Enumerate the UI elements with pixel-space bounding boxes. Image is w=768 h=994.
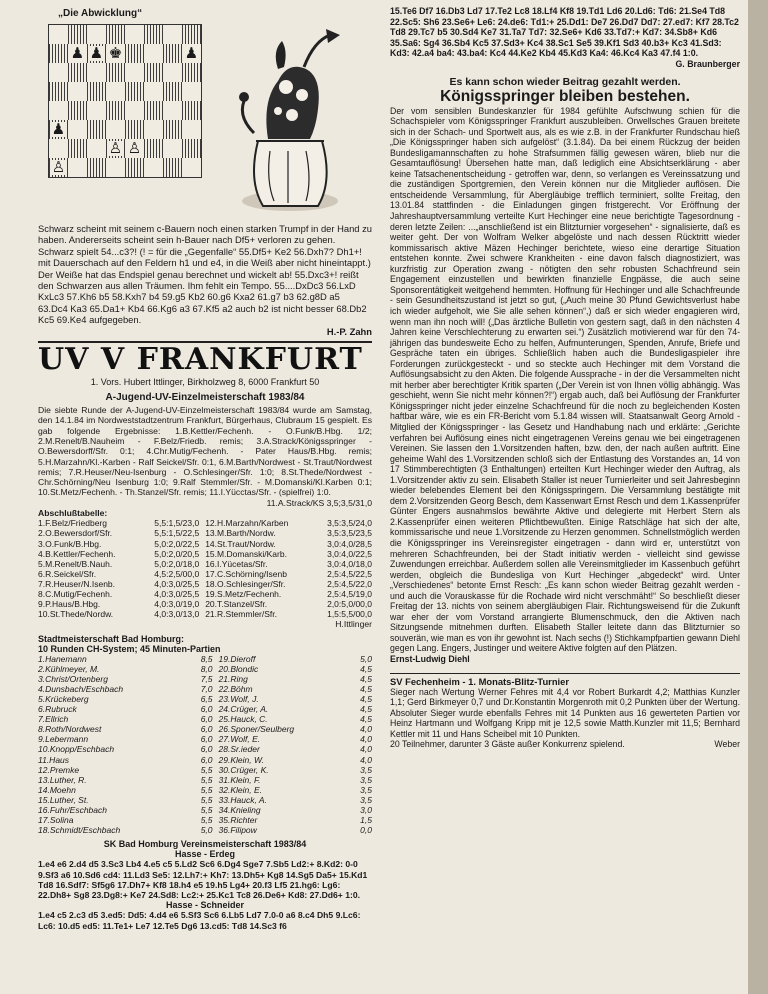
table-cell: 5,5:1,5/23,0 (154, 518, 200, 529)
board-square (87, 82, 106, 101)
table-cell: 5.M.Renelt/B.Nauh. (38, 558, 113, 569)
table-row (38, 704, 372, 714)
table-cell: 15.Luther, St. (38, 794, 89, 805)
board-square (163, 82, 182, 101)
table-cell: 20.T.Stanzel/Sfr. (205, 599, 268, 610)
board-square (49, 63, 68, 82)
board-square (182, 120, 201, 139)
right-column (390, 6, 740, 750)
table-cell: 19.Dieroff (218, 653, 256, 664)
table-cell: 6.R.Seickel/Sfr. (38, 568, 97, 579)
table-row (38, 744, 372, 754)
chess-piece: ♟ (51, 120, 66, 138)
board-square (68, 139, 87, 158)
table-cell: 7.Ellrich (38, 714, 69, 725)
table-cell: 5,0:2,0/20,5 (154, 548, 200, 559)
board-square (163, 158, 182, 177)
game-notation-1: 1.e4 e6 2.d4 d5 3.Sc3 Lb4 4.e5 c5 5.Ld2 Sc6 6.Dg4 Sge7 7.Sb5 Ld2:+ 8.Kd2: 0-0 9.Sf3 a6 10.Sd6 cd4: 11.Ld3 Se5: 12.Lh7:+ Kh7: 13.Dh5+ Kg8 14.Sg5 Da5+ 15.Kd1 Td8 16.Sdf7: Sf5g6 17.Dh7+ Kf8 18.h4 e5 19.h5 Lg4+ 20.f3 Lf5 21.hg6: Lg6: 22.Dh8+ Sg8 23.Dg8:+ Ke7 24.Sd8: Lc2:+ 25.Kc1 Tc8 26.De6+ Kd8: 27.Dd6+ 1:0. (38, 859, 368, 901)
section-title-jugend: A-Jugend-UV-Einzelmeisterschaft 1983/84 (105, 392, 305, 404)
uv-title: UV V FRANKFURT (38, 342, 363, 378)
table-row (38, 714, 372, 724)
table-cell: 2.Kühlmeyer, M. (38, 663, 100, 674)
table-cell: 3,5:3,5/23,5 (327, 528, 372, 539)
board-square (68, 120, 87, 139)
board-square (68, 158, 87, 177)
board-square (68, 25, 87, 44)
board-square (87, 63, 106, 82)
board-square (163, 120, 182, 139)
standings-table-bad-homburg (38, 654, 372, 836)
board-square (125, 82, 144, 101)
table-cell: 32.Klein, E. (218, 784, 263, 795)
table-cell: 17.Solina (38, 815, 74, 826)
board-square (144, 25, 163, 44)
table-cell: 9.P.Haus/B.Hbg. (38, 599, 101, 610)
table-row (38, 559, 372, 569)
table-cell: 3,0:4,0/18,0 (327, 558, 372, 569)
table-cell: 9.Lebermann (38, 734, 89, 745)
board-square (49, 82, 68, 101)
table-cell: 25.Hauck, C. (218, 714, 268, 725)
table-cell: 3.O.Funk/B.Hbg. (38, 538, 102, 549)
table-cell: 7.R.Heuser/N.Isenb. (38, 578, 116, 589)
article-headline: Königsspringer bleiben bestehen. (440, 87, 690, 105)
table-cell: 6,0 (200, 734, 213, 745)
table-cell: 6,5 (200, 693, 213, 704)
table-cell: 7,5 (200, 673, 213, 684)
section-title-stadtmeisterschaft: Stadtmeisterschaft Bad Homburg: (38, 633, 185, 644)
table-row (38, 815, 372, 825)
table-cell: 23.Wolf, J. (218, 693, 259, 704)
table-cell: 21.Ring (218, 673, 248, 684)
table-row (38, 654, 372, 664)
table-cell: 5,5 (200, 804, 213, 815)
analysis-paragraph-1: Schwarz scheint mit seinem c-Bauern noch einen starken Trumpf in der Hand zu haben. Andererseits scheint sein h-Bauer nach Df5+ verloren zu gehen. Schwarz spielt 54...c3?! (! = für die „Gegenfalle“ 55.Df5+ Ke2 56.Dxh7? Dh1+! mit Dauerschach auf den Feldern h1 und e4, in die Weiß aber nicht hineintappt.) (38, 223, 373, 269)
board-square (68, 44, 87, 63)
table-cell: 4,5 (360, 673, 372, 684)
bye-line: 11.A.Strack/KS 3,5;3,5/31,0 (266, 497, 372, 508)
table-cell: 6,0 (200, 704, 213, 715)
board-square (125, 44, 144, 63)
figure-title: „Die Abwicklung“ (58, 8, 143, 19)
table-cell: 5,5 (200, 815, 213, 826)
board-square (125, 101, 144, 120)
table-cell: 3.Christ/Ortenberg (38, 673, 108, 684)
table-cell: 4,0 (360, 754, 372, 765)
table-cell: 20.Blondic (218, 663, 259, 674)
table-cell: 10.St.Thede/Nordw. (38, 609, 114, 620)
table-cell: 4,0 (360, 734, 372, 745)
table-cell: 4.Dunsbach/Eschbach (38, 683, 124, 694)
article-body: Der vom sensiblen Bundeskanzler für 1984 gefühlte Aufschwung schien für die Schachspieler vom Königsspringer Frankfurt auszubleiben. Orwellsches Grauen breitete sich in der Schach- und Sportwelt aus, als es wie z.B. in der Frankfurter Rundschau hieß „Die Königsspringer haben sich aufgelöst“ (3.1.84). Da bei einem Rückzug der beiden Bundesligamannschaften zu hohe Strafsummen fällig gewesen wären, blieb nur die Gesamtauflösung! Übersehen hatte man, daß lediglich eine Absichtserklärung - aber keine Tatsachenentscheidung - getroffen war, denn, so verlangen es Vereinssatzung und die zuständigen Sportgremien, den Verein können nur die Mitglieder auflösen. Die entscheidende Versammlung, für Abergläubige trefflich terminiert, sollte Freitag, den 13.01.84 stattfinden - die Einladungen gingen fristgerecht. Vor Eröffnung der Jahreshauptversammlung verteilte Kurt Hechinger eine neue berichtigte Tagesordnung - deren letzte Zeilen: ...„anschließend ist ein Blitzturnier vorgesehen“ - signalisierte, daß es weiter geht. Der von Wolfram Welker abgelöste und nach dessen Rücktritt wieder kommissarisch aktive Mäzen Hechinger berichtete, wieso eine derartige Situation entstehen konnte. Zwei schwere Krankheiten - eine davon falsch diagnostiziert, was kurzfristig zur Operation zwang - nötigten den sehr robusten Schachfreund sein Engagement einzustellen und bewirkten finanzielle Engpässe, die auch seine Sponsorentätigkeit weitgehend hemmten. Hoffnung für Hechinger und alle Schachfreunde - sein Gesundheitszustand ist jetzt so gut, („Auch meine 30 Pfund Gewichtsverlust habe ich wieder aufgeholt, wie Sie alle sehen können“,) daß er sich wieder engagieren wird, wenn man ihn noch will! („Das ärztliche Bulletin von gestern sagt, daß in den nächsten 4 Jahren keine Verschlechterung zu erwarten sei.“) Zusätzlich motivierend war für den 74-jährigen das bundesweite Echo zu helfen, Aufmunterungen, Spenden, Anrufe, Briefe und Gespräche taten ein übriges. Schließlich haben auch die Bundesligaspieler ihre Forderungen zurückgesteckt - und so steckte auch Hechinger mit dem Vorstand die Auflösungsabsicht zu den Akten. Die folgende Aussprache - in der die Versammelten nicht mit herber aber berechtigter Kritik sparten („Der Verein ist von Ihnen völlig abhängig. Was geschieht, wenn Sie nicht mehr können?!“) ergab auch, daß bei Auflösung der Frankfurter Königsspringer nicht jeder einzelne Schachfreund für die noch zu begleichenden Kosten haftbar wäre, wie es ein FR-Bericht vom 5.1.84 wissen will. Staatsanwalt Georg Arnold - Mitglied der Königsspringer - las Gesetz und Handhabung nach und erklärte: „Gerichte verfahren bei Auflösung eines nicht eingetragenen Vereins genau wie bei eingetragenen Vereinen. Sie lassen den 1.Vorsitzenden haften, bzw. den, der nach außen auftritt. Eine geheime Wahl des 1.Vorsitzenden schloß sich der Entlastung des Vorstandes an, 14 von 17 Stimmberechtigten (3 Enthaltungen) erteilten Kurt Hechinger wieder den Auftrag, als 1.Vorsitzender aktiv zu sein. Elisabeth Staller ist neuer Turnierleiter und seit Jahresbeginn wieder belebendes Element bei den Königsspringern. Die Versammlung bestätigte mit dem 2.Vorsitzenden Georg Besch, dem Kassenwart Ernst Resch und dem 1.Kassenprüfer Günter Engers ausnahmslos bewährte Aktive und delegierte mit Herbert Stern als 2.Kassenprüfer einen weiteren Pflichtbewußten. Einige Ratschläge hat sich der alte, kommissarische und neue 1.Vorsitzende zu Herzen genommen. Schnellstmöglich werden die Königsspringer ins Vereinsregister eingetragen - dann wird er, unterstützt von mehreren Schachfreunden, bei der Stadt initiativ werden - vielleicht sind gewisse Zuwendungen erreichbar. Außerdem sollen alle Vereinsmitglieder im Kassenbuch geführt werden, obgleich die Bundesliga von Kurt Hechinger „abgedeckt“ wird. Unter „Verschiedenes“ betonte Ernst Resch: „Es kann schon wieder Beitrag gezahlt werden - und auch die Vorauskasse für die Rochade wird nicht verschmäht!“ So beschließt dieser Freitag der 13. nichts von seinem abergläubigen Flair. Richtungsweisend für die Zukunft war eher der vom Vorstand arrangierte Blumenschmuck, den die Aktiven nach Sitzungsende mitnehmen durften. Elisabeth Staller leitete dann das Blitzturnier so souverän, wie man es von ihr gewohnt ist. Nach sechs (!) Stichkampfpartien gewann Diehl gegen Lang. Engers, Justinger und weitere Aktive folgten auf den Plätzen. (390, 105, 740, 654)
game-notation-2: 1.e4 c5 2.c3 d5 3.ed5: Dd5: 4.d4 e6 5.Sf3 Sc6 6.Lb5 Ld7 7.0-0 a6 8.c4 Dh5 9.Lc6: Lc6: 10.d5 ed5: 11.Te1+ Le7 12.Te5 Dg6 13.cd5: Td8 14.Sc3 f6 (38, 910, 361, 931)
chess-piece: ♙ (108, 139, 123, 157)
table-cell: 27.Wolf, E. (218, 734, 261, 745)
table-row (38, 528, 372, 538)
uv-banner (38, 341, 372, 387)
board-square (163, 25, 182, 44)
table-cell: 24.Crüger, A. (218, 704, 269, 715)
table-cell: 17.C.Schörning/Isenb (205, 568, 287, 579)
table-row (38, 518, 372, 528)
table-cell: 29.Klein, W. (218, 754, 265, 765)
table-cell: 36.Filipow (218, 825, 257, 836)
board-square (144, 158, 163, 177)
board-square (49, 158, 68, 177)
table-cell: 4,5 (360, 714, 372, 725)
table-cell: 4,0:3,0/25,5 (154, 588, 200, 599)
board-square (144, 139, 163, 158)
table-cell: 12.Premke (38, 764, 80, 775)
table-cell: 2,0:5,0/00,0 (327, 599, 372, 610)
cartoon-illustration (218, 21, 358, 221)
table-cell: 3,5 (360, 764, 372, 775)
chess-piece: ♟ (70, 44, 85, 62)
table-cell: 10.Knopp/Eschbach (38, 744, 115, 755)
table-cell: 5,5:1,5/22,5 (154, 528, 200, 539)
table-row (38, 549, 372, 559)
table-row (38, 589, 372, 599)
table-cell: 22.Böhm (218, 683, 253, 694)
table-row (38, 674, 372, 684)
divider (390, 673, 740, 674)
table-cell: 16.Fuhr/Eschbach (38, 804, 107, 815)
board-square (144, 101, 163, 120)
table-cell: 14.Moehn (38, 784, 76, 795)
table-row (38, 724, 372, 734)
table-cell: 6.Rubruck (38, 704, 77, 715)
board-square (106, 139, 125, 158)
table-cell: 6,0 (200, 754, 213, 765)
table-cell: 3,5:3,5/24,0 (327, 518, 372, 529)
page-edge-strip (748, 0, 768, 994)
board-square (49, 120, 68, 139)
table-cell: 4,0:3,0/25,5 (154, 578, 200, 589)
table-row (38, 579, 372, 589)
board-square (106, 101, 125, 120)
table-cell: 1,5 (360, 815, 372, 826)
table-cell: 6,0 (200, 724, 213, 735)
board-square (144, 63, 163, 82)
table-row (38, 734, 372, 744)
table-cell: 11.Haus (38, 754, 70, 765)
table-cell: 34.Knieling (218, 804, 261, 815)
game-header-1: Hasse - Erdeg (174, 849, 236, 860)
board-square (68, 82, 87, 101)
table-row (38, 539, 372, 549)
section-title-vereinsmeisterschaft: SK Bad Homburg Vereinsmeisterschaft 1983/84 (103, 839, 307, 850)
board-square (163, 63, 182, 82)
table-cell: 5,5 (200, 784, 213, 795)
signature-diehl: Ernst-Ludwig Diehl (390, 654, 470, 664)
table-cell: 3,5 (360, 774, 372, 785)
board-square (125, 120, 144, 139)
board-square (87, 25, 106, 44)
board-square (106, 44, 125, 63)
board-square (182, 63, 201, 82)
table-row (38, 795, 372, 805)
table-cell: 2.O.Bewersdorf/Sfr. (38, 528, 113, 539)
table-cell: 31.Klein, F. (218, 774, 261, 785)
table-row (38, 775, 372, 785)
table-cell: 13.Luther, R. (38, 774, 87, 785)
table-cell: 8,5 (200, 653, 213, 664)
table-caption: Abschlußtabelle: (38, 508, 108, 519)
table-cell: 8,0 (200, 663, 213, 674)
table-row (38, 785, 372, 795)
table-cell: 2,5:4,5/22,0 (327, 578, 372, 589)
table-cell: 5,5 (200, 774, 213, 785)
table-cell: 3,5 (360, 784, 372, 795)
table-cell: 5,0 (200, 825, 213, 836)
board-square (106, 158, 125, 177)
table-cell: 4,0:3,0/19,0 (154, 599, 200, 610)
table-cell: 4,5 (360, 683, 372, 694)
chess-piece: ♚ (108, 44, 123, 62)
article-kicker: Es kann schon wieder Beitrag gezahlt werden. (449, 75, 681, 88)
table-cell: 16.I.Yücetas/Sfr. (205, 558, 268, 569)
table-cell: 4,0 (360, 724, 372, 735)
table-cell: 4,5 (360, 693, 372, 704)
table-cell: 35.Richter (218, 815, 258, 826)
table-cell: 21.R.Stemmler/Sfr. (205, 609, 278, 620)
table-cell: 2,5:4,5/19,0 (327, 588, 372, 599)
chess-piece: ♟ (184, 44, 199, 62)
board-square (49, 101, 68, 120)
section-title-fechenheim: SV Fechenheim - 1. Monats-Blitz-Turnier (390, 675, 570, 687)
table-cell: 13.M.Barth/Nordw. (205, 528, 276, 539)
table-cell: 3,0:4,0/22,5 (327, 548, 372, 559)
board-square (106, 63, 125, 82)
left-column (38, 8, 372, 931)
table-cell: 15.M.Domanski/Karb. (205, 548, 287, 559)
table-cell: 4,0 (360, 744, 372, 755)
standings-table-jugend (38, 518, 372, 619)
table-row (38, 684, 372, 694)
table-cell: 19.S.Metz/Fechenh. (205, 588, 282, 599)
table-cell: 18.O.Schlesinger/Sfr. (205, 578, 286, 589)
table-cell: 4,5:2,5/00,0 (154, 568, 200, 579)
board-square (87, 101, 106, 120)
board-square (182, 139, 201, 158)
participants-line (390, 739, 740, 750)
table-cell: 5,0 (360, 653, 372, 664)
board-square (106, 25, 125, 44)
board-square (125, 25, 144, 44)
table-cell: 26.Sponer/Seulberg (218, 724, 295, 735)
board-square (182, 44, 201, 63)
board-square (87, 158, 106, 177)
table-cell: 28.Sr.ieder (218, 744, 260, 755)
table-cell: 18.Schmidt/Eschbach (38, 825, 121, 836)
uv-subtitle: 1. Vors. Hubert Ittlinger, Birkholzweg 8, 6000 Frankfurt 50 (90, 377, 320, 388)
board-square (182, 82, 201, 101)
chess-piece: ♟ (89, 44, 104, 62)
table-row (38, 694, 372, 704)
chess-board (48, 24, 202, 178)
table-cell: 3,5 (360, 794, 372, 805)
table-cell: 1.Hanemann (38, 653, 87, 664)
table-cell: 1.F.Belz/Friedberg (38, 518, 107, 529)
table-cell: 14.St.Traut/Nordw. (205, 538, 276, 549)
board-square (125, 158, 144, 177)
signature-weber: Weber (714, 739, 740, 750)
table-cell: 6,0 (200, 714, 213, 725)
board-square (49, 25, 68, 44)
chess-piece: ♙ (51, 158, 66, 176)
table-cell: 4,5 (360, 663, 372, 674)
board-square (163, 101, 182, 120)
table-cell: 7,0 (200, 683, 213, 694)
figure-area (38, 21, 372, 223)
board-square (68, 101, 87, 120)
chess-piece: ♙ (127, 139, 142, 157)
section-text-fechenheim: Sieger nach Wertung Werner Fehres mit 4,4 vor Robert Burkardt 4,2; Matthias Kunzler 1,1; Gerd Birkmeyer 0,7 und Dr.Konstantin Morgenroth mit 0,2 Punkten über der Wertung. Absoluter Sieger wurde ebenfalls Fehres mit 14 Punkten aus 16 gewerteten Partien vor Heinz Hartmann und Wolfgang Kripp mit je 12,5 sowie Matth.Kunzler mit 11,5; Bernhard Kettler mit 11 und Hans Scheibel mit 10 Punkten. (390, 686, 740, 739)
table-row (38, 664, 372, 674)
participants-text: 20 Teilnehmer, darunter 3 Gäste außer Konkurrenz spielend. (390, 739, 625, 750)
board-square (182, 101, 201, 120)
table-row (38, 805, 372, 815)
analysis-paragraph-2: Der Weiße hat das Endspiel genau berechnet und wickelt ab! 55.Dxc3+! reißt den Schwarzen aus allen Träumen. Ihm fehlt ein Tempo. 55....DxDc3 56.LxD KxLc3 57.Kh6 b5 58.Kxh7 b4 59.g5 Kb2 60.g6 Kxa2 61.g7 b3 62.g8D a5 63.Dc4 Ka3 65.Da1+ Kb4 66.Kg6 a3 67.Kf5 a2 auch b2 ist nicht besser 68.Db2 Kc5 69.Ke4 aufgegeben. (38, 268, 367, 326)
table-cell: 30.Crüger, K. (218, 764, 269, 775)
table-cell: 4.B.Kettler/Fechenh. (38, 548, 116, 559)
section-text-jugend: Die siebte Runde der A-Jugend-UV-Einzelmeisterschaft 1983/84 wurde am Samstag, den 14.1.84 im Nordweststadtzentrum Frankfurt, Bürgerhaus, Clubraum 15 gespielt. Es gab folgende Ergebnisse: 1.B.Kettler/Fechenh. - O.Funk/B.Hbg. 1/2; 2.M.Renelt/B.Nauheim - F.Belz/Friedb. remis; 3.A.Strack/Königsspringer - O.Bewersdorff/Sfr. 0:1; 4.Chr.Mutig/Fechenh. - Pater Haus/B.Hbg. remis; 5.H.Marzahn/Kl.-Karben - Ralf Seickel/Sfr. 0:1, 6.M.Barth/Nordwest - St.Traut/Nordwest remis; 7.R.Heuser/Neu-Isenburg - O.Schlesinger/Sfr. 1:0; 8.St.Thede/Nordwest - Chr.Schörning/Neu Isenburg 1:0; 9.Ralf Stemmler/Sfr. - M.Domanski/Kl.Karben 0:1; 10.St.Metz/Fechenh. - Th.Stanzel/Sfr. remis; 11.I.Yücctas/Sfr. - (spielfrei) 1:0. (38, 405, 372, 498)
board-square (125, 63, 144, 82)
table-cell: 33.Hauck, A. (218, 794, 267, 805)
board-square (106, 82, 125, 101)
signature-zahn: H.-P. Zahn (326, 325, 372, 337)
table-cell: 1,5:5,5/00,0 (327, 609, 372, 620)
table-cell: 5,5 (200, 794, 213, 805)
board-square (87, 139, 106, 158)
board-square (125, 139, 144, 158)
table-cell: 0,0 (360, 825, 372, 836)
table-row (38, 599, 372, 609)
game-notation-continued: 15.Te6 Df7 16.Db3 Ld7 17.Te2 Lc8 18.Lf4 Kf8 19.Td1 Ld6 20.Ld6: Td6: 21.Se4 Td8 22.Sc5: Sh6 23.Se6+ Le6: 24.de6: Td1:+ 25.Dd1: De7 26.Dd7 Dd7: 27.ed7: Kf7 28.Tc2 Td8 29.Tc7 b5 30.Sd4 Ke7 31.Ta7 Td7: 32.Se6+ Kd6 33.Td7:+ Kd7: 34.Sb8+ Kd6 35.Sa6: Sg4 36.Sb4 Kc5 37.Sd3+ Kc4 38.Sc1 Se5 39.Kf1 Sd3 40.b3+ Kc3 41.Sd3: Kd3: 42.a4 ba4: 43.ba4: Kc4 44.Ke2 Kb4 45.Kd3 Ka4: 46.Kc4 Ka3 47.f4 1:0. (390, 6, 739, 59)
table-row (38, 825, 372, 835)
section-subtitle-stadtmeisterschaft: 10 Runden CH-System; 45 Minuten-Partien (38, 643, 221, 654)
table-row (38, 755, 372, 765)
table-cell: 2,5:4,5/22,5 (327, 568, 372, 579)
board-square (49, 139, 68, 158)
table-cell: 3,0 (360, 804, 372, 815)
table-cell: 5,5 (200, 764, 213, 775)
table-cell: 3,0:4,0/28,5 (327, 538, 372, 549)
board-square (144, 82, 163, 101)
board-square (182, 158, 201, 177)
board-square (68, 63, 87, 82)
table-cell: 6,0 (200, 744, 213, 755)
board-square (144, 44, 163, 63)
table-cell: 4,5 (360, 704, 372, 715)
signature-braunberger: G. Braunberger (675, 58, 740, 69)
table-cell: 5,0:2,0/18,0 (154, 558, 200, 569)
table-row (38, 609, 372, 619)
table-cell: 8.Roth/Nordwest (38, 724, 102, 735)
table-row (38, 569, 372, 579)
game-header-2: Hasse - Schneider (165, 900, 245, 911)
board-square (87, 44, 106, 63)
table-cell: 8.C.Mutig/Fechenh. (38, 588, 113, 599)
board-square (106, 120, 125, 139)
table-cell: 5.Krückeberg (38, 693, 89, 704)
board-square (49, 44, 68, 63)
board-square (144, 120, 163, 139)
table-cell: 5,0:2,0/22,5 (154, 538, 200, 549)
table-cell: 12.H.Marzahn/Karben (205, 518, 289, 529)
table-row (38, 765, 372, 775)
board-square (87, 120, 106, 139)
signature-ittlinger: H.Ittlinger (335, 619, 372, 630)
board-square (163, 139, 182, 158)
board-square (182, 25, 201, 44)
table-cell: 4,0:3,0/13,0 (154, 609, 200, 620)
board-square (163, 44, 182, 63)
